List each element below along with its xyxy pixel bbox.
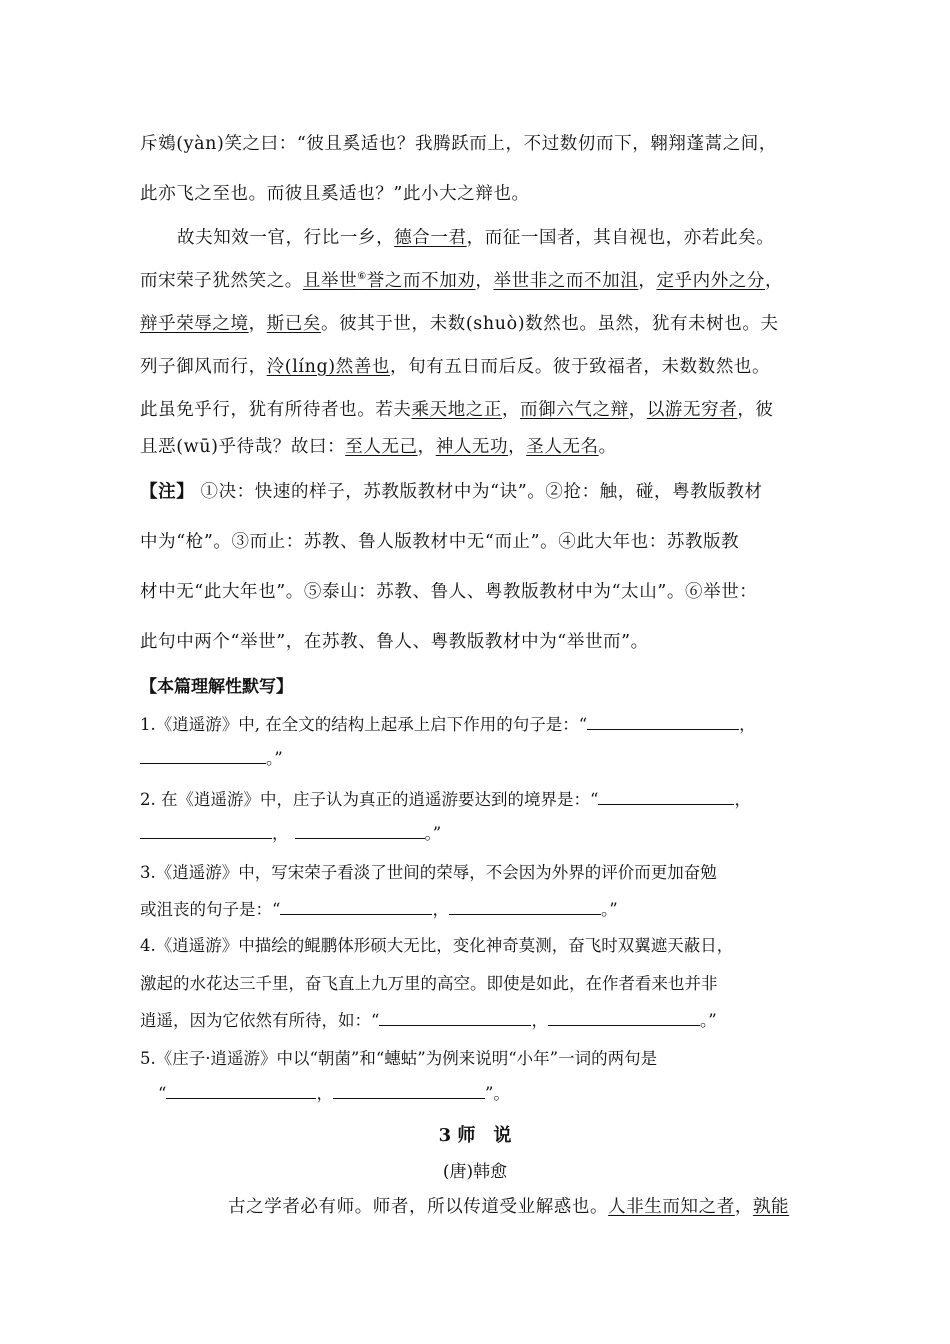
text: 1.《逍遥游》中, 在全文的结构上起承上启下作用的句子是：“ [140,715,588,734]
answer-blank[interactable] [295,824,425,839]
punct: ， [531,1011,548,1030]
answer-blank[interactable] [140,824,272,839]
punct: 。 [598,437,617,457]
answer-blank[interactable] [548,1011,700,1026]
underlined-phrase [303,271,476,291]
answer-blank[interactable] [379,1011,531,1026]
question-line: 4.《逍遥游》中描绘的鲲鹏体形硕大无比，变化神奇莫测，奋飞时双翼遮天蔽日， [140,936,734,955]
answer-blank[interactable] [587,715,739,730]
passage-line [140,267,783,292]
punct: ， [432,900,449,919]
text: ①决：快速的样子，苏教版教材中为“诀”。②抢：触，碰，粤教版教材 [200,482,763,502]
text: 古之学者必有师。师者，所以传道受业解惑也。 [228,1197,609,1217]
answer-blank[interactable] [598,790,734,805]
punct: ， [765,271,784,291]
text: 且举世 [302,271,358,291]
punct: ”。 [484,1084,510,1103]
underlined-phrase: 辩乎荣辱之境 [140,314,249,334]
question-line: 3.《逍遥游》中，写宋荣子看淡了世间的荣辱，不会因为外界的评价而更加奋勉 [140,863,717,882]
question-line [158,1080,510,1104]
answer-blank[interactable] [166,1084,316,1099]
text: 2. 在《逍遥游》中，庄子认为真正的逍遥游要达到的境界是：“ [140,790,599,809]
underlined-phrase: 神人无功 [435,437,509,457]
notes-line: 此句中两个“举世”，在苏教、鲁人、粤教版教材中为“举世而”。 [140,632,649,652]
punct: ， [739,715,756,734]
notes-label: 【注】 [140,482,195,502]
punct: ， [638,271,657,291]
notes-line: 材中无“此大年也”。⑤泰山：苏教、鲁人、粤教版教材中为“太山”。⑥举世： [140,582,758,602]
underlined-phrase: 乘天地之正 [411,400,502,420]
punct: ， [734,790,751,809]
passage-line [140,433,617,458]
punct: ， [475,271,494,291]
punct: ， [417,437,436,457]
passage-line [140,353,770,378]
answer-blank[interactable] [333,1084,485,1099]
text: 。彼其于世，未数(shuò)数然也。虽然，犹有未树也。夫 [321,314,779,334]
text: 此虽免乎行，犹有所待者也。若夫 [140,400,412,420]
question-line: 激起的水花达三千里，奋飞直上九万里的高空。即使是如此，在作者看来也并非 [140,974,718,993]
punct: 。” [600,900,618,919]
text: ，而征一国者，其自视也，亦若此矣。 [466,228,775,248]
text: 且恶(wū)乎待哉？故曰： [140,437,346,457]
underlined-phrase: 孰能 [752,1197,790,1217]
question-line [140,820,441,844]
question-line [140,745,283,769]
passage-line [140,396,774,421]
punct: 。” [699,1011,717,1030]
underlined-phrase: 举世非之而不加沮 [493,271,639,291]
text: 逍遥，因为它依然有所待，如：“ [140,1011,380,1030]
punct: ， [508,437,527,457]
punct: 。” [266,749,283,768]
notes-line [140,478,763,503]
article-title: 3 师 说 [438,1125,512,1146]
answer-blank[interactable] [280,900,432,915]
underlined-phrase: 泠(líng)然善也 [266,357,391,377]
passage-line: 此亦飞之至也。而彼且奚适也？”此小大之辩也。 [140,184,530,204]
underlined-phrase: 至人无己 [345,437,418,457]
underlined-phrase: 人非生而知之者 [608,1197,735,1217]
text: ，旬有五日而后反。彼于致福者，未数数然也。 [390,357,771,377]
notes-line: 中为“枪”。③而止：苏教、鲁人版教材中无“而止”。④此大年也：苏教版教 [140,532,740,552]
punct: ， [272,824,289,843]
underlined-phrase: 圣人无名 [526,437,599,457]
passage-line [228,1193,789,1218]
underlined-phrase: 定乎内外之分 [656,271,766,291]
punct: “ [158,1084,167,1103]
punct: 。” [424,824,442,843]
footnote-marker: ⑥ [357,271,367,283]
punct: ， [502,400,521,420]
section-heading: 【本篇理解性默写】 [140,677,293,697]
underlined-phrase: 斯已矣 [266,314,322,334]
punct: ， [628,400,647,420]
question-line [140,786,751,810]
punct: ， [248,314,267,334]
answer-blank[interactable] [449,900,601,915]
text: 列子御风而行， [140,357,267,377]
question-line: 5.《庄子·逍遥游》中以“朝菌”和“蟪蛄”为例来说明“小年”一词的两句是 [140,1049,658,1068]
question-line [140,711,756,735]
passage-line [140,310,779,335]
passage-line [177,224,774,249]
text: 或沮丧的句子是：“ [140,900,281,919]
article-author: (唐)韩愈 [442,1162,508,1182]
punct: ， [316,1084,333,1103]
passage-line: 斥鴳(yàn)笑之曰：“彼且奚适也？我腾跃而上，不过数仞而下，翱翔蓬蒿之间， [140,134,777,154]
underlined-phrase: 而御六气之辩 [520,400,629,420]
underlined-phrase: 以游无穷者 [646,400,738,420]
underlined-phrase: 德合一君 [394,228,467,248]
text: 誉之而不加劝 [366,271,476,291]
question-line [140,896,618,920]
text: ，彼 [737,400,774,420]
question-line [140,1007,717,1031]
answer-blank[interactable] [140,749,266,764]
text: 而宋荣子犹然笑之。 [140,271,303,291]
punct: ， [734,1197,753,1217]
text: 故夫知效一官，行比一乡， [177,228,395,248]
